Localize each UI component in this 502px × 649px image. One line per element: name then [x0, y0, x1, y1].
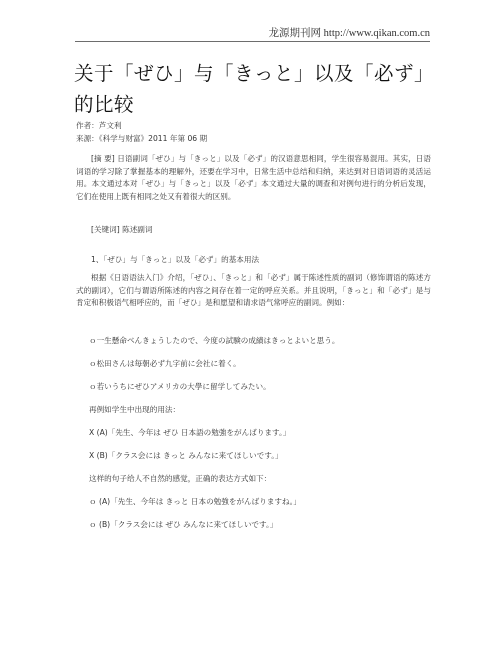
note-line-2: 这样的句子给人不自然的感觉，正确的表达方式如下：	[89, 474, 272, 483]
body-paragraph: 根据《日语语法入门》介绍，「ぜひ」、「きっと」和「必ず」属于陈述性质的副词（修饰谓语的陈述方式的副词），它们与谓语所陈述的内容之间存在着一定的呼应关系。并且说明，「きっと」和「必ず」是与肯定和积极语气相呼应的，而「ぜひ」是和愿望和请求语气常呼应的副词。例如：	[76, 273, 431, 308]
incorrect-example-b: X (B)「クラス会には きっと みんなに来てほしいです。」	[89, 451, 283, 460]
example-sentence-2: ｏ松田さんは毎朝必ず九字前に会社に着く。	[89, 359, 241, 368]
keywords-line: [关键词] 陈述副词	[91, 225, 153, 234]
section-heading: 1、「ぜひ」与「きっと」以及「必ず」的基本用法	[91, 255, 260, 264]
source-line: 来源：《科学与财富》2011 年第 06 期	[76, 134, 208, 143]
example-sentence-3: ｏ若いうちにぜひアメリカの大學に留学してみたい。	[89, 382, 271, 391]
note-line-1: 再例如学生中出现的用法：	[89, 405, 181, 414]
abstract-paragraph: [摘 要] 日语副词「ぜひ」与「きっと」以及「必ず」的汉语意思相同，学生很容易混用。其实，日语词语的学习除了掌握基本的理解外，还要在学习中，日常生活中总结和归纳，来达到对日语词语的灵活运用。本文通过本对「ぜひ」与「きっと」以及「必ず」本文通过大量的调查和对例句进行的分析后发现，它们在使用上既有相同之处又有着很大的区别。	[76, 154, 431, 201]
correct-example-a: ｏ (A)「先生、今年は きっと 日本の勉強をがんばりますね。」	[89, 497, 301, 506]
author-line: 作者：芦文利	[76, 121, 122, 130]
article-title: 关于「ぜひ」与「きっと」以及「必ず」的比较	[74, 62, 435, 116]
header-divider	[75, 41, 430, 42]
correct-example-b: ｏ (B)「クラス会には ぜひ みんなに来てほしいです。」	[89, 520, 278, 529]
site-header: 龙源期刊网 http://www.qikan.com.cn	[268, 28, 430, 39]
example-sentence-1: ｏ一生懸命べんきょうしたので、今度の試験の成績はきっとよいと思う。	[89, 336, 340, 345]
incorrect-example-a: X (A)「先生、今年は ぜひ 日本語の勉強をがんばります。」	[89, 428, 291, 437]
